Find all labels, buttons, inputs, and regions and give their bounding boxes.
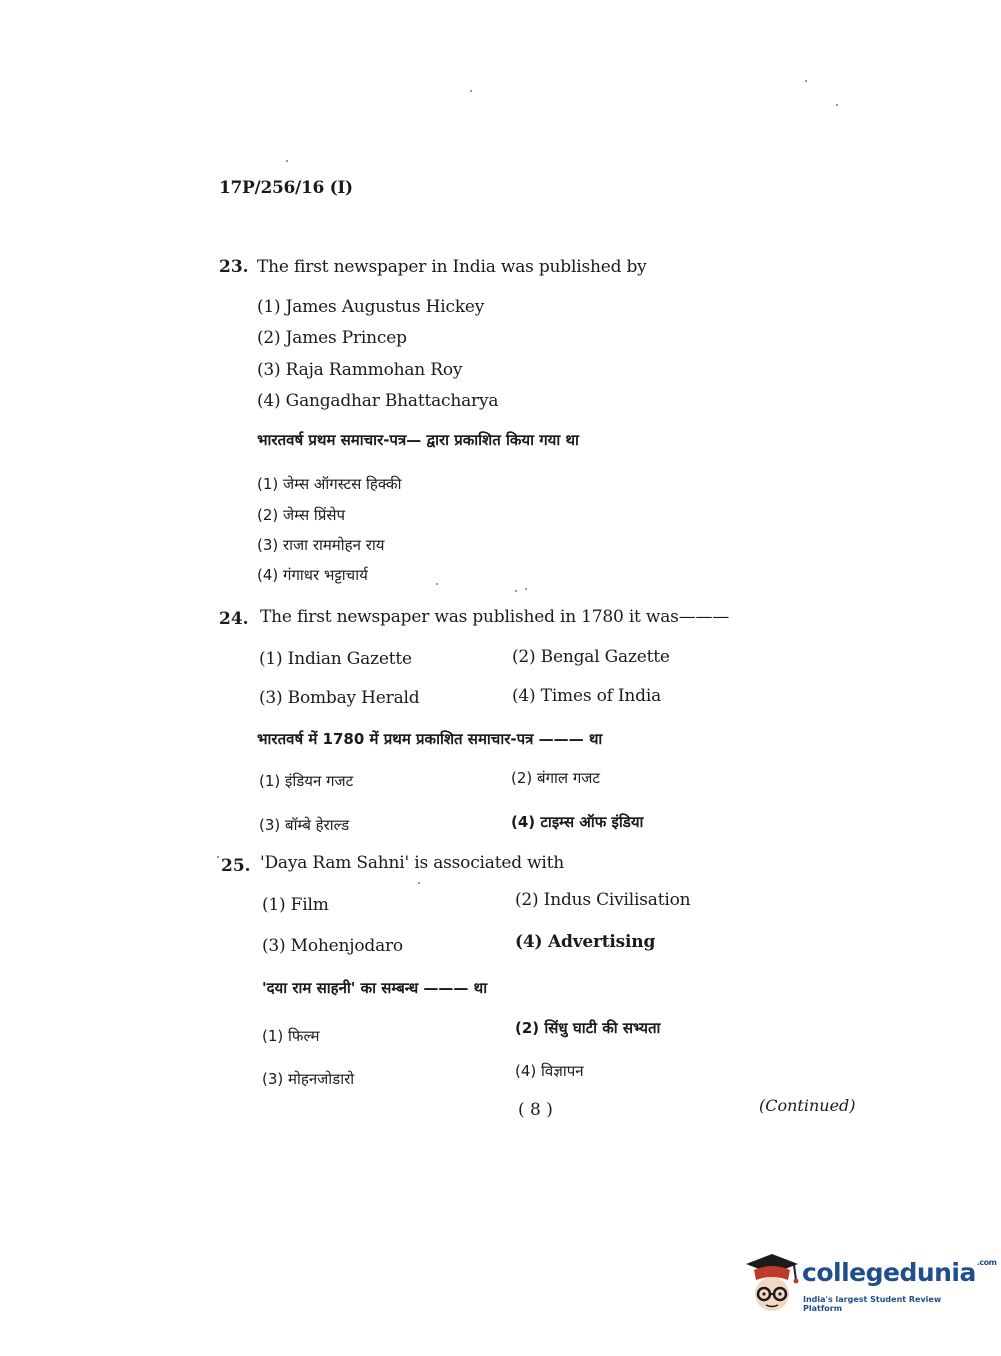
hindi-option-1: (1) इंडियन गजट bbox=[259, 772, 354, 790]
brand-name: collegedunia$^{.com}$ bbox=[802, 1258, 997, 1287]
option-2: (2) James Princep bbox=[257, 328, 407, 348]
mascot-icon bbox=[742, 1250, 800, 1316]
option-2: (2) Bengal Gazette bbox=[512, 647, 670, 667]
hindi-question-text: भारतवर्ष में 1780 में प्रथम प्रकाशित समाचार-पत्र ——— था bbox=[257, 730, 603, 748]
hindi-option-4: (4) गंगाधर भट्टाचार्य bbox=[257, 566, 368, 584]
scan-speck bbox=[525, 588, 527, 590]
paper-code: 17P/256/16 (I) bbox=[219, 178, 353, 198]
scan-speck bbox=[286, 160, 288, 162]
hindi-option-2: (2) बंगाल गजट bbox=[511, 769, 600, 787]
question-number: 25. bbox=[221, 856, 251, 876]
option-1: (1) Film bbox=[262, 895, 329, 915]
question-number: 23. bbox=[219, 257, 249, 277]
hindi-option-3: (3) राजा राममोहन राय bbox=[257, 536, 385, 554]
question-text: The first newspaper was published in 1780 it was——— bbox=[260, 607, 730, 627]
option-3: (3) Bombay Herald bbox=[259, 688, 420, 708]
option-2: (2) Indus Civilisation bbox=[515, 890, 691, 910]
scan-speck bbox=[836, 104, 838, 106]
hindi-option-3: (3) बॉम्बे हेराल्ड bbox=[259, 816, 350, 834]
scan-speck bbox=[805, 80, 807, 82]
option-1: (1) James Augustus Hickey bbox=[257, 297, 485, 317]
hindi-option-1: (1) फिल्म bbox=[262, 1027, 320, 1045]
question-text: 'Daya Ram Sahni' is associated with bbox=[260, 853, 565, 873]
collegedunia-watermark bbox=[742, 1250, 997, 1316]
scan-speck bbox=[436, 583, 438, 585]
scan-speck bbox=[418, 882, 420, 884]
option-1: (1) Indian Gazette bbox=[259, 649, 412, 669]
hindi-option-1: (1) जेम्स ऑगस्टस हिक्की bbox=[257, 475, 402, 493]
brand-tagline: India's largest Student Review Platform bbox=[803, 1295, 942, 1313]
hindi-option-3: (3) मोहनजोडारो bbox=[262, 1070, 355, 1088]
question-text: The first newspaper in India was published by bbox=[257, 257, 647, 277]
hindi-option-4: (4) टाइम्स ऑफ इंडिया bbox=[511, 813, 644, 831]
hindi-option-2: (2) जेम्स प्रिंसेप bbox=[257, 506, 346, 524]
question-number: 24. bbox=[219, 609, 249, 629]
hindi-option-4: (4) विज्ञापन bbox=[515, 1062, 584, 1080]
hindi-question-text: 'दया राम साहनी' का सम्बन्ध ——— था bbox=[262, 979, 488, 997]
option-3: (3) Raja Rammohan Roy bbox=[257, 360, 463, 380]
option-4: (4) Times of India bbox=[512, 686, 662, 706]
option-4: (4) Advertising bbox=[515, 932, 656, 952]
scan-speck bbox=[217, 856, 219, 858]
hindi-option-2: (2) सिंधु घाटी की सभ्यता bbox=[515, 1019, 661, 1037]
option-4: (4) Gangadhar Bhattacharya bbox=[257, 391, 499, 411]
page-number: ( 8 ) bbox=[518, 1100, 553, 1120]
continued-label: (Continued) bbox=[759, 1096, 856, 1115]
scan-speck bbox=[515, 590, 517, 592]
option-3: (3) Mohenjodaro bbox=[262, 936, 403, 956]
hindi-question-text: भारतवर्ष प्रथम समाचार-पत्र— द्वारा प्रकाशित किया गया था bbox=[257, 431, 579, 449]
scan-speck bbox=[470, 90, 472, 92]
